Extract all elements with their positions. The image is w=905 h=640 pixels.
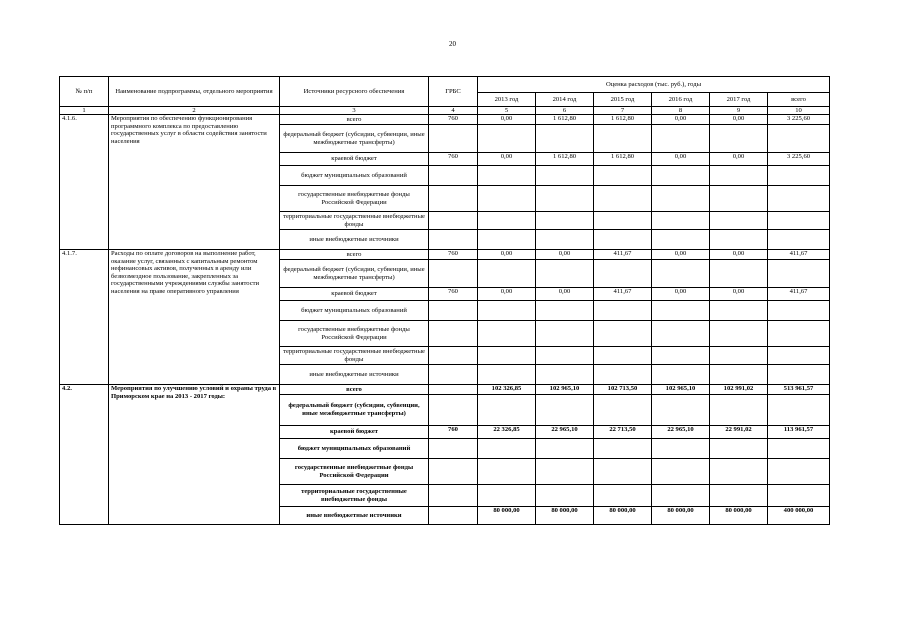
year-value	[652, 485, 710, 507]
funding-source: федеральный бюджет (субсидии, субвенции, иные межбюджетные трансферты)	[280, 125, 429, 153]
year-value	[710, 395, 768, 426]
year-value: 0,00	[478, 153, 536, 166]
item-name: Расходы по оплате договоров на выполнение работ, оказание услуг, связанных с капитальным ремонтом нефинансовых активов, полученных в аренду или безвозмездное пользование, закрепленных за государственными учреждениями службы занятости населения на праве оперативного управления	[109, 250, 280, 385]
year-value: 22 713,50	[594, 426, 652, 439]
grbs-code	[429, 186, 478, 212]
funding-source: территориальные государственные внебюджетные фонды	[280, 347, 429, 365]
total-value: 3 225,60	[768, 115, 830, 125]
header-source: Источники ресурсного обеспечения	[280, 77, 429, 107]
year-value: 0,00	[652, 115, 710, 125]
column-number: 9	[710, 107, 768, 115]
year-value	[594, 301, 652, 321]
column-number: 4	[429, 107, 478, 115]
year-value: 0,00	[710, 250, 768, 260]
year-value: 411,67	[594, 288, 652, 301]
grbs-code	[429, 395, 478, 426]
item-name: Мероприятия по обеспечению функционирования программного комплекса по предоставлению государственных услуг в области содействия занятости населения	[109, 115, 280, 250]
year-value	[710, 166, 768, 186]
funding-source: территориальные государственные внебюджетные фонды	[280, 212, 429, 230]
total-value	[768, 485, 830, 507]
year-value: 102 326,85	[478, 385, 536, 395]
year-value	[710, 459, 768, 485]
grbs-code	[429, 125, 478, 153]
year-value	[710, 439, 768, 459]
funding-source: краевой бюджет	[280, 288, 429, 301]
year-value: 0,00	[478, 250, 536, 260]
year-value	[710, 321, 768, 347]
column-number: 10	[768, 107, 830, 115]
header-total: всего	[768, 93, 830, 107]
year-value	[710, 485, 768, 507]
year-value	[652, 230, 710, 250]
total-value	[768, 395, 830, 426]
year-value	[652, 395, 710, 426]
funding-source: государственные внебюджетные фонды Российской Федерации	[280, 321, 429, 347]
grbs-code	[429, 485, 478, 507]
year-value	[652, 347, 710, 365]
header-year: 2015 год	[594, 93, 652, 107]
year-value: 102 713,50	[594, 385, 652, 395]
funding-source: краевой бюджет	[280, 426, 429, 439]
funding-source: всего	[280, 385, 429, 395]
funding-source: государственные внебюджетные фонды Российской Федерации	[280, 459, 429, 485]
funding-source: иные внебюджетные источники	[280, 365, 429, 385]
total-value	[768, 439, 830, 459]
total-value	[768, 365, 830, 385]
year-value	[594, 260, 652, 288]
year-value	[536, 365, 594, 385]
item-name: Мероприятия по улучшению условий и охраны труда в Приморском крае на 2013 - 2017 годы:	[109, 385, 280, 525]
year-value	[594, 230, 652, 250]
year-value: 80 000,00	[710, 507, 768, 525]
year-value	[652, 365, 710, 385]
year-value: 80 000,00	[652, 507, 710, 525]
year-value: 0,00	[652, 153, 710, 166]
year-value: 0,00	[652, 288, 710, 301]
total-value	[768, 301, 830, 321]
year-value: 22 991,02	[710, 426, 768, 439]
column-number: 7	[594, 107, 652, 115]
total-value	[768, 125, 830, 153]
year-value	[536, 212, 594, 230]
year-value	[710, 212, 768, 230]
total-value	[768, 260, 830, 288]
funding-source: бюджет муниципальных образований	[280, 166, 429, 186]
funding-source: иные внебюджетные источники	[280, 230, 429, 250]
year-value	[594, 212, 652, 230]
grbs-code	[429, 365, 478, 385]
item-number: 4.1.7.	[60, 250, 109, 385]
year-value	[478, 439, 536, 459]
year-value	[478, 321, 536, 347]
budget-table	[59, 76, 830, 525]
year-value	[536, 395, 594, 426]
total-value: 513 961,57	[768, 385, 830, 395]
column-numbers-row	[60, 107, 830, 115]
year-value	[594, 365, 652, 385]
total-value: 411,67	[768, 250, 830, 260]
year-value	[710, 301, 768, 321]
year-value	[594, 186, 652, 212]
grbs-code	[429, 212, 478, 230]
year-value	[536, 186, 594, 212]
total-value: 400 000,00	[768, 507, 830, 525]
year-value	[536, 125, 594, 153]
total-value	[768, 166, 830, 186]
year-value: 0,00	[536, 288, 594, 301]
year-value	[594, 439, 652, 459]
funding-source: краевой бюджет	[280, 153, 429, 166]
table-row	[60, 250, 830, 260]
year-value	[652, 260, 710, 288]
year-value: 0,00	[536, 250, 594, 260]
funding-source: бюджет муниципальных образований	[280, 439, 429, 459]
year-value	[536, 166, 594, 186]
year-value	[652, 166, 710, 186]
total-value	[768, 212, 830, 230]
total-value	[768, 347, 830, 365]
year-value	[536, 347, 594, 365]
total-value: 3 225,60	[768, 153, 830, 166]
year-value	[710, 125, 768, 153]
year-value	[652, 459, 710, 485]
year-value	[478, 301, 536, 321]
year-value	[478, 212, 536, 230]
funding-source: всего	[280, 250, 429, 260]
total-value	[768, 186, 830, 212]
year-value	[594, 166, 652, 186]
year-value: 0,00	[478, 288, 536, 301]
grbs-code	[429, 347, 478, 365]
year-value: 0,00	[710, 288, 768, 301]
year-value	[710, 186, 768, 212]
year-value	[478, 347, 536, 365]
grbs-code: 760	[429, 115, 478, 125]
year-value: 1 612,80	[536, 153, 594, 166]
grbs-code	[429, 385, 478, 395]
grbs-code	[429, 301, 478, 321]
header-year: 2016 год	[652, 93, 710, 107]
year-value	[478, 186, 536, 212]
table-row	[60, 115, 830, 125]
year-value	[710, 347, 768, 365]
year-value: 102 965,10	[652, 385, 710, 395]
year-value	[536, 301, 594, 321]
year-value	[710, 230, 768, 250]
grbs-code	[429, 459, 478, 485]
year-value	[536, 260, 594, 288]
year-value	[594, 125, 652, 153]
column-number: 1	[60, 107, 109, 115]
year-value: 0,00	[478, 115, 536, 125]
page-number: 20	[449, 40, 456, 48]
year-value	[594, 485, 652, 507]
funding-source: федеральный бюджет (субсидии, субвенции, иные межбюджетные трансферты)	[280, 395, 429, 426]
column-number: 3	[280, 107, 429, 115]
year-value: 80 000,00	[536, 507, 594, 525]
funding-source: бюджет муниципальных образований	[280, 301, 429, 321]
year-value: 0,00	[652, 250, 710, 260]
year-value	[478, 166, 536, 186]
year-value	[478, 485, 536, 507]
year-value	[652, 439, 710, 459]
year-value	[478, 459, 536, 485]
year-value: 411,67	[594, 250, 652, 260]
year-value	[478, 230, 536, 250]
grbs-code	[429, 166, 478, 186]
funding-source: всего	[280, 115, 429, 125]
year-value	[536, 485, 594, 507]
grbs-code: 760	[429, 426, 478, 439]
year-value	[594, 321, 652, 347]
grbs-code	[429, 507, 478, 525]
year-value	[594, 395, 652, 426]
year-value	[536, 230, 594, 250]
year-value	[652, 321, 710, 347]
year-value	[536, 321, 594, 347]
year-value: 102 965,10	[536, 385, 594, 395]
year-value	[710, 365, 768, 385]
item-number: 4.1.6.	[60, 115, 109, 250]
year-value: 1 612,80	[594, 115, 652, 125]
year-value: 80 000,00	[478, 507, 536, 525]
funding-source: федеральный бюджет (субсидии, субвенции, иные межбюджетные трансферты)	[280, 260, 429, 288]
header-year: 2017 год	[710, 93, 768, 107]
year-value: 80 000,00	[594, 507, 652, 525]
year-value: 1 612,80	[594, 153, 652, 166]
year-value: 0,00	[710, 115, 768, 125]
header-estimate: Оценка расходов (тыс. руб.), годы	[478, 77, 830, 93]
year-value: 0,00	[710, 153, 768, 166]
grbs-code	[429, 260, 478, 288]
year-value	[652, 125, 710, 153]
funding-source: государственные внебюджетные фонды Российской Федерации	[280, 186, 429, 212]
total-value	[768, 321, 830, 347]
table-body	[60, 115, 830, 525]
column-number: 6	[536, 107, 594, 115]
grbs-code	[429, 321, 478, 347]
year-value	[536, 459, 594, 485]
year-value	[478, 365, 536, 385]
header-year: 2013 год	[478, 93, 536, 107]
column-number: 2	[109, 107, 280, 115]
header-year: 2014 год	[536, 93, 594, 107]
grbs-code: 760	[429, 288, 478, 301]
year-value	[536, 439, 594, 459]
total-value	[768, 230, 830, 250]
year-value: 22 965,10	[652, 426, 710, 439]
total-value: 411,67	[768, 288, 830, 301]
grbs-code: 760	[429, 153, 478, 166]
year-value: 1 612,80	[536, 115, 594, 125]
year-value: 22 326,85	[478, 426, 536, 439]
year-value	[478, 260, 536, 288]
year-value	[652, 212, 710, 230]
grbs-code	[429, 439, 478, 459]
header-grbs: ГРБС	[429, 77, 478, 107]
year-value	[594, 459, 652, 485]
year-value	[710, 260, 768, 288]
header-name: Наименование подпрограммы, отдельного мероприятия	[109, 77, 280, 107]
column-number: 5	[478, 107, 536, 115]
year-value	[652, 301, 710, 321]
funding-source: иные внебюджетные источники	[280, 507, 429, 525]
item-number: 4.2.	[60, 385, 109, 525]
year-value: 102 991,02	[710, 385, 768, 395]
column-number: 8	[652, 107, 710, 115]
year-value	[478, 125, 536, 153]
grbs-code	[429, 230, 478, 250]
table-row	[60, 385, 830, 395]
year-value	[478, 395, 536, 426]
year-value: 22 965,10	[536, 426, 594, 439]
grbs-code: 760	[429, 250, 478, 260]
year-value	[652, 186, 710, 212]
funding-source: территориальные государственные внебюджетные фонды	[280, 485, 429, 507]
total-value	[768, 459, 830, 485]
year-value	[594, 347, 652, 365]
total-value: 113 961,57	[768, 426, 830, 439]
header-num: № п/п	[60, 77, 109, 107]
